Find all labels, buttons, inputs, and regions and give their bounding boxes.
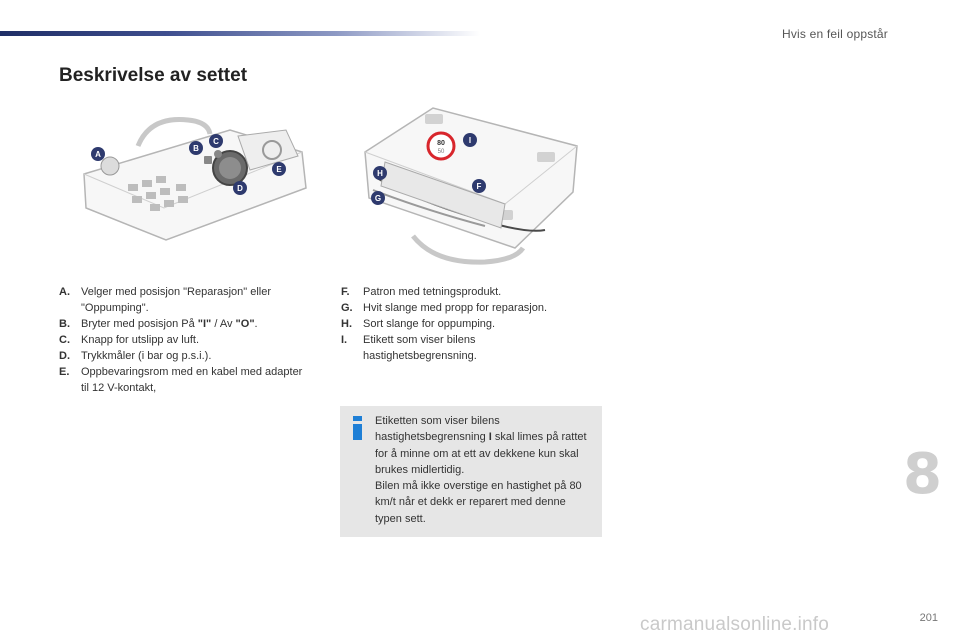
legend-key: G. xyxy=(341,302,353,314)
legend-text: Oppbevaringsrom med en kabel med adapter til 12 V-kontakt, xyxy=(81,366,303,394)
marker-d xyxy=(233,181,247,195)
legend-text-part: / Av xyxy=(211,318,236,330)
legend-text xyxy=(81,316,309,332)
chapter-number: 8 xyxy=(903,442,942,507)
marker-g xyxy=(371,191,385,205)
legend-item-h xyxy=(341,316,591,332)
legend-item-c xyxy=(59,332,309,348)
legend-text: Hvit slange med propp for reparasjon. xyxy=(363,302,548,314)
svg-text:50: 50 xyxy=(437,149,445,155)
legend-text: Patron med tetningsprodukt. xyxy=(363,286,502,298)
legend-item-g xyxy=(341,300,591,316)
info-paragraph-1 xyxy=(375,413,591,478)
section-title: Hvis en feil oppstår xyxy=(781,27,888,41)
marker-f xyxy=(472,179,486,193)
legend-key: F. xyxy=(341,286,350,298)
header-gradient-bar xyxy=(0,31,480,36)
info-text-part: skal limes på rattet for å minne om at ett av dekkene kun skal brukes midlertidig. xyxy=(375,431,587,476)
svg-text:80: 80 xyxy=(437,140,445,147)
marker-a xyxy=(91,147,105,161)
legend-item-b xyxy=(59,316,309,332)
legend-key: B. xyxy=(59,318,70,330)
info-bold-label: I xyxy=(488,431,492,444)
svg-text:A: A xyxy=(95,150,101,159)
legend-text: Sort slange for oppumping. xyxy=(363,318,496,330)
legend-key: C. xyxy=(59,334,70,346)
info-icon xyxy=(353,416,362,440)
svg-text:F: F xyxy=(476,182,482,191)
legend-item-f xyxy=(341,284,591,300)
info-text xyxy=(375,413,591,527)
kit-underside-illustration xyxy=(355,100,585,265)
marker-e xyxy=(272,162,286,176)
legend-text: Velger med posisjon "Reparasjon" eller "Oppumping". xyxy=(81,286,272,314)
svg-text:D: D xyxy=(237,184,243,193)
legend-key: E. xyxy=(59,366,70,378)
marker-i xyxy=(463,133,477,147)
legend-key: A. xyxy=(59,286,70,298)
legend-text: Knapp for utslipp av luft. xyxy=(81,334,200,346)
page-heading: Beskrivelse av settet xyxy=(59,65,248,86)
watermark: carmanualsonline.info xyxy=(640,614,830,635)
legend-left xyxy=(59,284,309,396)
legend-bold-on: "I" xyxy=(197,318,212,330)
marker-b xyxy=(189,141,203,155)
legend-item-i xyxy=(341,332,591,364)
marker-c xyxy=(209,134,223,148)
marker-h xyxy=(373,166,387,180)
svg-text:G: G xyxy=(374,194,382,203)
legend-item-d xyxy=(59,348,309,364)
info-paragraph-2: Bilen må ikke overstige en hastighet på 80 km/t når et dekk er reparert med denne typen sett. xyxy=(375,480,582,525)
info-box xyxy=(340,406,602,537)
legend-key: H. xyxy=(341,318,352,330)
svg-text:E: E xyxy=(276,165,282,174)
legend-right xyxy=(341,284,591,364)
kit-top-view-illustration xyxy=(80,112,310,252)
svg-text:H: H xyxy=(377,169,383,178)
legend-item-e xyxy=(59,364,309,396)
legend-text: Trykkmåler (i bar og p.s.i.). xyxy=(81,350,212,362)
legend-item-a xyxy=(59,284,309,316)
info-text-part: Etiketten som viser bilens hastighetsbegrensning xyxy=(375,415,500,444)
svg-text:B: B xyxy=(193,144,199,153)
legend-text-part: Bryter med posisjon På xyxy=(81,318,198,330)
legend-bold-off: "O" xyxy=(235,318,255,330)
legend-key: D. xyxy=(59,350,70,362)
legend-key: I. xyxy=(341,334,348,346)
svg-text:C: C xyxy=(213,137,219,146)
svg-text:I: I xyxy=(468,136,472,145)
legend-text: Etikett som viser bilens hastighetsbegrensning. xyxy=(363,334,477,362)
legend-text-part: . xyxy=(254,318,258,330)
page-number: 201 xyxy=(919,612,938,624)
